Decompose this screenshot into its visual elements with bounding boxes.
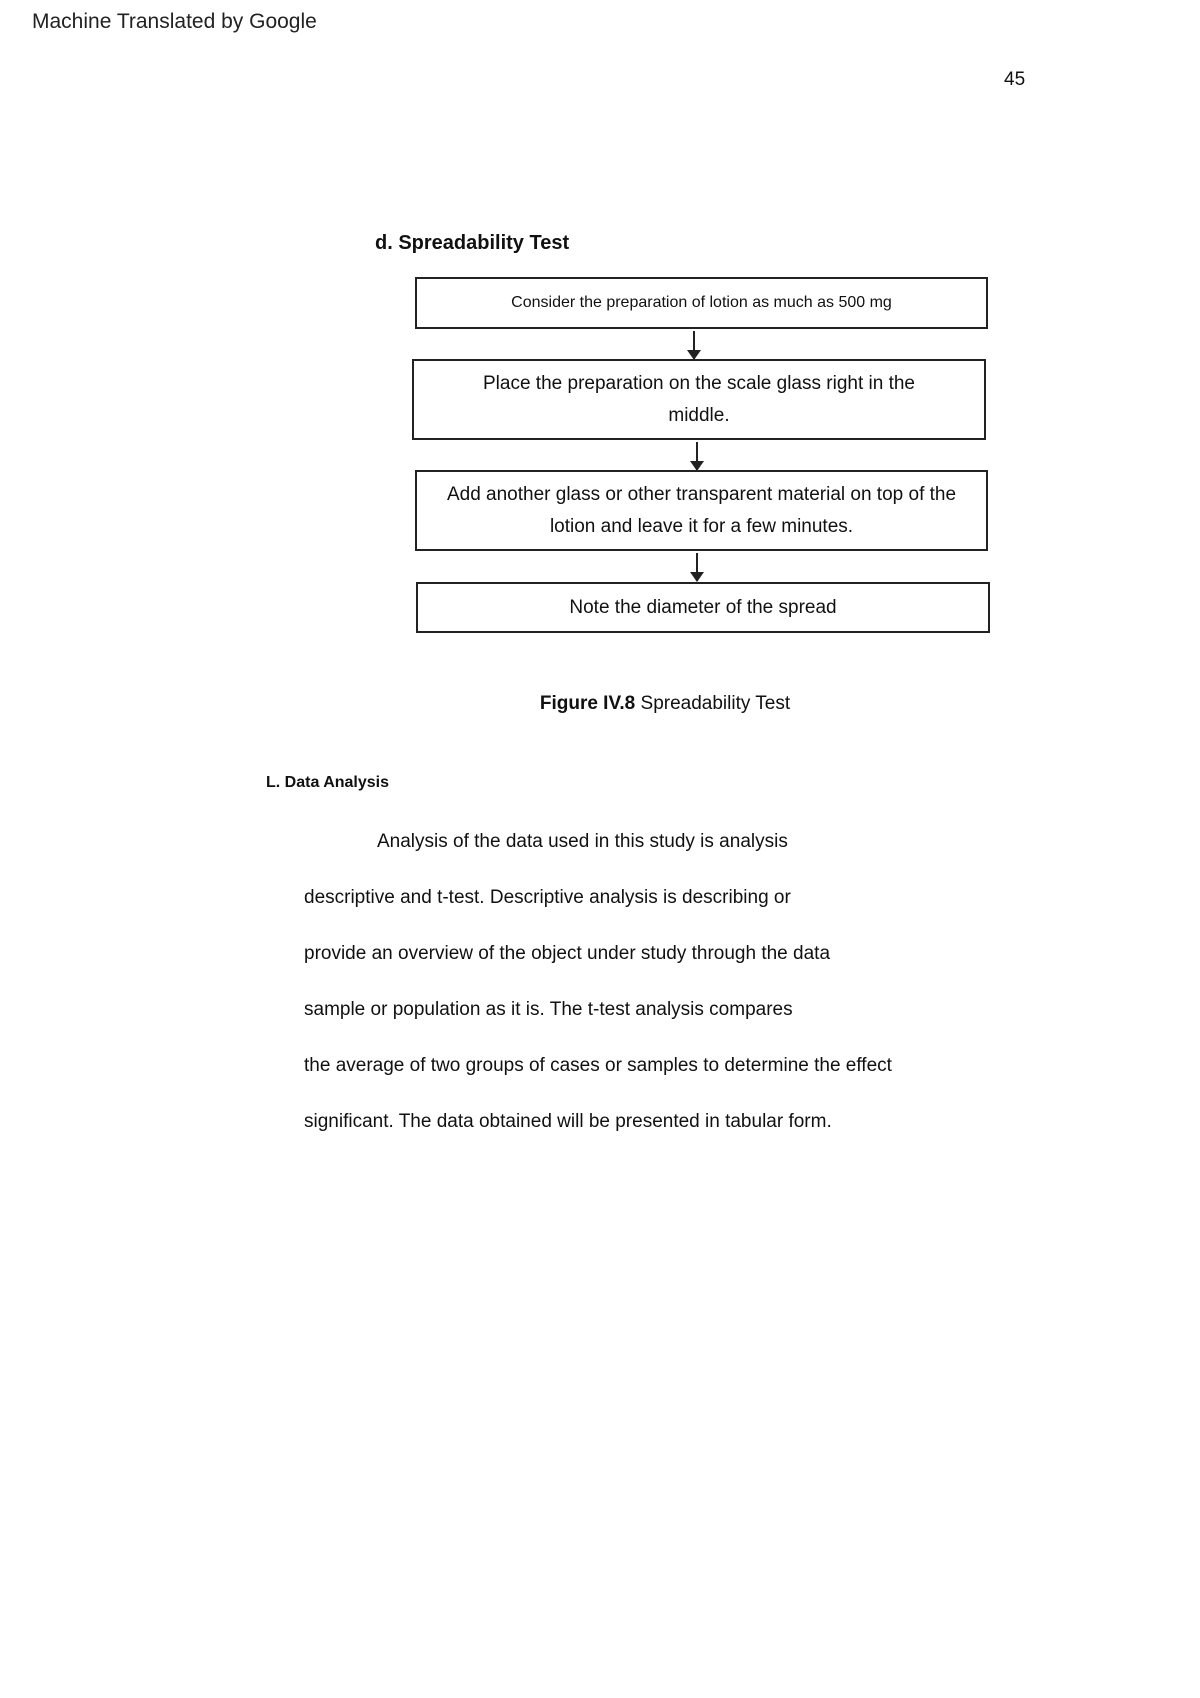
- flow-step-4-text: Note the diameter of the spread: [569, 596, 837, 618]
- figure-title: Spreadability Test: [640, 693, 791, 714]
- paragraph-line: Analysis of the data used in this study is analysis: [377, 831, 788, 852]
- flow-step-4: [416, 582, 990, 633]
- paragraph-line: provide an overview of the object under study through the data: [304, 943, 831, 964]
- page-number: 45: [1004, 69, 1026, 90]
- arrow-down-icon: [693, 331, 695, 359]
- flow-step-3-text: Add another glass or other transparent material on top of the lotion and leave it for a few minutes.: [446, 483, 957, 537]
- paragraph-line: the average of two groups of cases or samples to determine the effect: [304, 1055, 892, 1076]
- flow-step-2: [412, 359, 986, 440]
- arrow-down-icon: [696, 442, 698, 470]
- section-heading: d. Spreadability Test: [375, 232, 570, 254]
- flow-step-1-text: Consider the preparation of lotion as much as 500 mg: [511, 294, 892, 311]
- flow-step-1: [415, 277, 988, 329]
- arrow-down-icon: [696, 553, 698, 581]
- flow-step-2-text: Place the preparation on the scale glass right in the middle.: [483, 372, 915, 426]
- paragraph-line: sample or population as it is. The t-test analysis compares: [304, 999, 793, 1020]
- figure-caption: [0, 693, 1200, 715]
- flow-step-3: [415, 470, 988, 551]
- paragraph-line: descriptive and t-test. Descriptive analysis is describing or: [304, 887, 791, 908]
- data-analysis-heading: L. Data Analysis: [266, 774, 390, 791]
- paragraph-line: significant. The data obtained will be presented in tabular form.: [304, 1111, 832, 1132]
- machine-translated-header: Machine Translated by Google: [32, 10, 317, 33]
- figure-label: Figure IV.8: [539, 693, 636, 714]
